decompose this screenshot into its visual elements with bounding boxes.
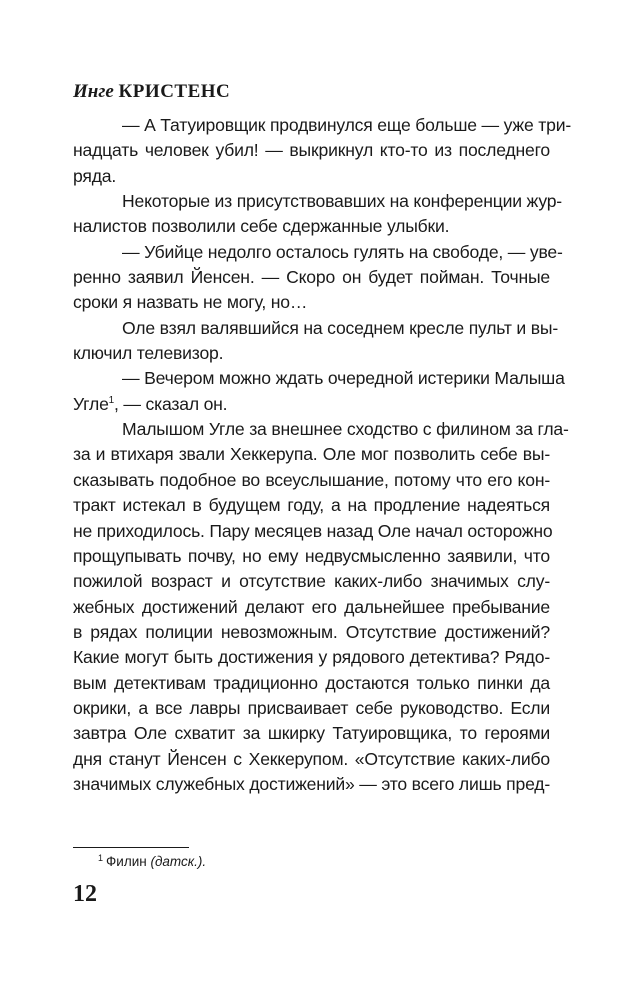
- text-line: сроки я назвать не могу, но…: [73, 292, 308, 313]
- text-line: надцать человек убил! — выкрикнул кто-то из последнего: [73, 140, 550, 161]
- running-head: [73, 80, 230, 104]
- author-last-name: КРИСТЕНС: [118, 81, 231, 102]
- text-line: ключил телевизор.: [73, 343, 224, 364]
- body-text: [73, 113, 571, 797]
- text-line: — Убийце недолго осталось гулять на свободе, — уве-: [122, 241, 563, 262]
- text-line: тракт истекал в будущем году, а на продление надеяться: [73, 495, 550, 516]
- text-line: налистов позволили себе сдержанные улыбки.: [73, 216, 450, 237]
- text-line: прощупывать почву, но ему недвусмысленно заявили, что: [73, 545, 550, 566]
- text-line: в рядах полиции невозможным. Отсутствие достижений?: [73, 621, 550, 642]
- footnote-divider: [73, 847, 189, 848]
- text-line: ряда.: [73, 165, 117, 186]
- text-line: Какие могут быть достижения у рядового детектива? Рядо-: [73, 647, 550, 668]
- text-line: — А Татуировщик продвинулся еще больше — уже три-: [122, 115, 571, 135]
- text-line: Оле взял валявшийся на соседнем кресле пульт и вы-: [122, 317, 559, 338]
- text-line: Некоторые из присутствовавших на конференции жур-: [122, 191, 562, 212]
- text-fragment: , — сказал он.: [114, 393, 228, 414]
- text-line: сказывать подобное во всеуслышание, потому что его кон-: [73, 469, 550, 490]
- footnote: [98, 853, 206, 871]
- footnote-word: Филин: [106, 854, 147, 869]
- text-line: окрики, а все лавры присваивает себе руководство. Если: [73, 697, 550, 718]
- page-number: 12: [73, 881, 97, 907]
- text-line: жебных достижений делают его дальнейшее пребывание: [73, 596, 550, 617]
- text-fragment: Угле: [73, 393, 109, 414]
- text-line: дня станут Йенсен с Хеккерупом. «Отсутствие каких-либо: [73, 748, 550, 769]
- footnote-reference: 1: [108, 394, 115, 406]
- text-line: Малышом Угле за внешнее сходство с филином за гла-: [122, 419, 569, 440]
- text-line: [73, 392, 550, 417]
- text-line: вым детективам традиционно достаются только пинки да: [73, 672, 550, 693]
- footnote-mark: 1: [98, 852, 104, 863]
- text-line: значимых служебных достижений» — это всего лишь пред-: [73, 773, 551, 794]
- text-line: за и втихаря звали Хеккерупа. Оле мог позволить себе вы-: [73, 444, 550, 465]
- text-line: завтра Оле схватит за шкирку Татуировщика, то героями: [73, 723, 550, 744]
- footnote-note: (датск.).: [150, 854, 207, 869]
- text-line: не приходилось. Пару месяцев назад Оле начал осторожно: [73, 520, 553, 541]
- text-line: ренно заявил Йенсен. — Скоро он будет пойман. Точные: [73, 267, 550, 288]
- text-line: пожилой возраст и отсутствие каких-либо значимых слу-: [73, 571, 550, 592]
- text-line: — Вечером можно ждать очередной истерики Малыша: [122, 368, 565, 389]
- author-first-name: Инге: [73, 81, 114, 102]
